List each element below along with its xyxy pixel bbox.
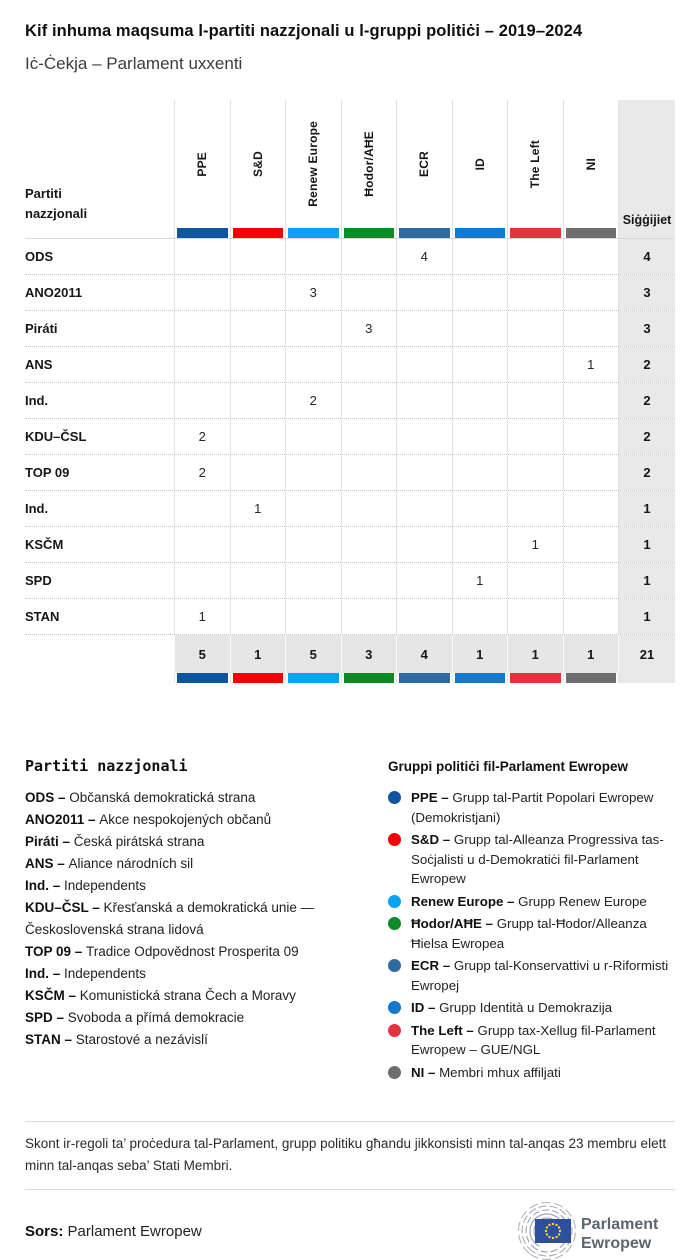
row-total-cell: 2 [618,455,675,490]
seat-cell [285,455,341,490]
group-name: Grupp Identità u Demokrazija [439,1000,613,1015]
group-total-cell: 5 [174,635,230,673]
group-legend-item [388,830,675,889]
bar-row-spacer [25,673,174,683]
party-legend-item [25,831,381,853]
group-name: Membri mhux affiljati [439,1064,561,1080]
party-legend-item [25,875,381,897]
color-bar-cell [396,228,452,238]
seat-cell [341,419,397,454]
seat-cell [285,347,341,382]
group-legend-item [388,914,675,953]
row-total-cell: 1 [618,599,675,634]
table-row [25,310,675,346]
party-name: Aliance národních sil [68,856,194,871]
table-row [25,239,675,274]
column-header-cell [230,100,286,228]
row-total-cell: 4 [618,239,675,274]
page-subtitle: Iċ-Ċekja – Parlament uxxenti [25,54,243,73]
seat-cell [563,491,619,526]
seat-cell [230,239,286,274]
seat-cell [563,311,619,346]
party-legend-item [25,787,381,809]
group-color-dot [388,1024,401,1037]
party-abbr: TOP 09 – [25,944,87,959]
seat-cell [341,527,397,562]
seat-cell [285,527,341,562]
row-header-label: Partiti nazzjonali [25,186,88,221]
footer [25,1190,675,1260]
group-color-bar [455,673,506,683]
color-bar-row [25,228,675,239]
column-header-cell [396,100,452,228]
table-row [25,346,675,382]
seat-cell [452,599,508,634]
column-header-cell [563,100,619,228]
party-abbr: Ind. – [25,878,65,893]
bar-row-spacer [25,228,174,238]
seat-cell [174,563,230,598]
legend-left-heading: Partiti nazzjonali [25,757,188,775]
color-bar-cell [563,228,619,238]
party-legend-item [25,985,381,1007]
party-label: ODS [25,249,54,264]
seat-cell [230,599,286,634]
party-name: Občanská demokratická strana [69,790,256,805]
group-abbr: ID – [411,1000,440,1015]
seat-cell [396,527,452,562]
group-color-bar [510,673,561,683]
party-label: KDU–ČSL [25,429,87,444]
group-legend-item [388,1063,675,1083]
source-line [25,1223,202,1240]
column-header-label: NI [583,157,598,171]
source-value: Parlament Ewropew [67,1222,202,1240]
seat-cell [230,527,286,562]
bar-row-seats-spacer [618,673,675,683]
seat-cell [341,347,397,382]
seat-cell: 1 [563,347,619,382]
seat-cell [507,311,563,346]
party-legend-item [25,897,381,941]
seat-cell [396,275,452,310]
row-total-cell: 2 [618,347,675,382]
seat-cell [396,491,452,526]
legend-section [25,757,675,1085]
group-legend-item [388,998,675,1018]
group-name: Grupp tal-Konservattivi u r-Riformisti Ewropej [411,958,669,993]
column-header-label: The Left [528,139,543,189]
table-header-row [25,100,675,228]
party-label: STAN [25,609,60,624]
seat-cell [174,311,230,346]
party-abbr: STAN – [25,1032,76,1047]
bar-row-seats-spacer [618,228,675,238]
source-label: Sors: [25,1222,64,1240]
party-abbr: ODS – [25,790,70,805]
party-abbr: Ind. – [25,966,65,981]
group-total-cell: 1 [563,635,619,673]
grand-total-cell: 21 [618,635,675,673]
seat-cell [452,491,508,526]
color-bar-cell [341,228,397,238]
color-bar-cell [174,228,230,238]
group-legend-text [411,830,675,889]
seat-cell: 2 [285,383,341,418]
seat-cell [507,275,563,310]
color-bar-row [25,673,675,683]
party-label: ANO2011 [25,285,83,300]
legend-political-groups [388,757,675,1085]
group-abbr: NI – [411,1064,440,1080]
seat-cell: 1 [507,527,563,562]
seat-cell: 1 [452,563,508,598]
seat-cell [230,311,286,346]
seat-cell [507,419,563,454]
group-total-cell: 4 [396,635,452,673]
column-header-label: S&D [250,151,265,177]
table-row [25,562,675,598]
party-name: Independents [64,878,146,893]
group-color-bar [344,673,395,683]
group-total-cell: 1 [452,635,508,673]
color-bar-cell [396,673,452,683]
group-name: Grupp tax-Xellug fil-Parlament Ewropew – GUE/NGL [411,1022,656,1057]
seat-cell [507,599,563,634]
table-row [25,526,675,562]
seat-cell [341,563,397,598]
table-row [25,274,675,310]
row-total-cell: 3 [618,311,675,346]
party-label: Ind. [25,393,49,408]
group-abbr: PPE – [411,790,453,805]
legend-left-list [25,787,381,1051]
group-legend-item [388,1021,675,1060]
seat-cell [174,275,230,310]
group-name: Grupp tal-Ħodor/Alleanza Ħielsa Ewropea [411,916,647,951]
group-color-bar [399,673,450,683]
logo-text-line1: Parlament [581,1216,659,1233]
color-bar-cell [285,673,341,683]
seat-cell [563,599,619,634]
seat-cell [230,347,286,382]
group-color-dot [388,1066,401,1079]
group-color-dot [388,959,401,972]
group-color-bar [288,673,339,683]
group-color-bar [177,228,228,238]
seat-cell [396,455,452,490]
seat-cell [452,347,508,382]
party-legend-item [25,1029,381,1051]
group-color-dot [388,833,401,846]
seat-cell: 4 [396,239,452,274]
seat-cell [174,527,230,562]
row-total-cell: 2 [618,419,675,454]
seat-cell [507,563,563,598]
group-total-cell: 3 [341,635,397,673]
column-header-label: ID [472,157,487,171]
party-label: Piráti [25,321,58,336]
color-bar-cell [341,673,397,683]
seat-cell: 3 [341,311,397,346]
seat-cell [563,527,619,562]
color-bar-cell [507,228,563,238]
seat-cell [341,239,397,274]
column-header-cell [285,100,341,228]
color-bar-cell [230,673,286,683]
seat-cell [174,383,230,418]
group-legend-item [388,956,675,995]
seat-cell [341,491,397,526]
ep-logo [497,1202,675,1260]
group-name: Grupp Renew Europe [518,893,647,909]
seat-cell: 2 [174,455,230,490]
group-legend-text [411,788,675,827]
row-total-cell: 1 [618,491,675,526]
seat-cell [507,491,563,526]
group-total-cell: 5 [285,635,341,673]
seat-cell [285,311,341,346]
row-total-cell: 3 [618,275,675,310]
group-total-cell: 1 [507,635,563,673]
seat-cell [507,383,563,418]
group-color-dot [388,917,401,930]
group-color-bar [455,228,506,238]
seat-cell [396,419,452,454]
row-header-cell [25,100,174,228]
seat-cell [396,347,452,382]
group-total-cell: 1 [230,635,286,673]
legend-right-heading: Gruppi politiċi fil-Parlament Ewropew [388,759,629,774]
group-color-bar [233,673,284,683]
column-header-label: Ħodor/AĦE [361,131,376,197]
party-name: Komunistická strana Čech a Moravy [79,988,296,1003]
group-legend-item [388,892,675,912]
color-bar-cell [507,673,563,683]
party-legend-item [25,963,381,985]
party-name: Akce nespokojených občanů [99,812,272,827]
seat-cell [563,419,619,454]
table-body [25,239,675,634]
group-abbr: The Left – [411,1022,478,1038]
group-legend-text [411,956,675,995]
party-name: Křesťanská a demokratická unie — Československá strana lidová [25,900,315,937]
column-header-cell [507,100,563,228]
party-legend-item [25,853,381,875]
seat-cell [452,383,508,418]
party-abbr: KSČM – [25,988,80,1003]
party-legend-item [25,941,381,963]
group-color-dot [388,791,401,804]
group-color-bar [177,673,228,683]
party-abbr: ANS – [25,856,69,871]
column-header-label: ECR [417,151,432,177]
group-abbr: ECR – [411,958,454,973]
group-color-dot [388,895,401,908]
color-bar-cell [174,673,230,683]
party-name: Tradice Odpovědnost Prosperita 09 [86,944,299,959]
party-name: Česká pirátská strana [73,834,205,849]
party-name: Independents [64,966,146,981]
seat-cell [396,311,452,346]
seat-cell [230,563,286,598]
table-row [25,598,675,634]
group-legend-text [411,892,647,912]
table-row [25,382,675,418]
party-name: Svoboda a přímá demokracie [67,1010,245,1025]
seat-cell [285,599,341,634]
seat-cell [230,275,286,310]
seats-table [25,100,675,683]
seat-cell: 3 [285,275,341,310]
group-color-bar [510,228,561,238]
party-label: SPD [25,573,52,588]
color-bar-cell [452,673,508,683]
party-label: ANS [25,357,53,372]
seat-cell: 1 [174,599,230,634]
party-abbr: KDU–ČSL – [25,900,104,915]
seat-cell [452,419,508,454]
seat-cell [174,239,230,274]
totals-row [25,634,675,673]
column-header-cell [452,100,508,228]
seat-cell [452,275,508,310]
table-row [25,490,675,526]
party-label: TOP 09 [25,465,70,480]
ep-logo-graphic [497,1202,675,1260]
column-header-label: Renew Europe [306,121,321,207]
column-header-cell [174,100,230,228]
seat-cell [341,455,397,490]
group-legend-text [411,1063,561,1083]
group-color-bar [566,673,617,683]
seat-cell [452,239,508,274]
page-title: Kif inhuma maqsuma l-partiti nazzjonali u l-gruppi politiċi – 2019–2024 [25,22,583,40]
table-row [25,418,675,454]
color-bar-cell [452,228,508,238]
seat-cell [563,275,619,310]
seat-cell [563,239,619,274]
seat-cell [230,419,286,454]
seat-cell [396,563,452,598]
group-abbr: Renew Europe – [411,893,519,909]
seat-cell: 1 [230,491,286,526]
seat-cell [563,563,619,598]
seat-cell [285,491,341,526]
group-legend-text [411,914,675,953]
seat-cell [230,383,286,418]
seat-cell [341,275,397,310]
group-abbr: S&D – [411,832,454,847]
group-name: Grupp tal-Partit Popolari Ewropew (Demokristjani) [411,790,654,825]
seat-cell [174,347,230,382]
seat-cell [507,239,563,274]
group-color-bar [399,228,450,238]
column-header-cell [341,100,397,228]
group-color-bar [566,228,617,238]
logo-text-line2: Ewropew [581,1235,652,1252]
totals-spacer [25,635,174,673]
seat-cell [563,383,619,418]
legend-national-parties [25,757,381,1085]
footnote: Skont ir-regoli ta’ proċedura tal-Parlament, grupp politiku għandu jikkonsisti minn tal-anqas 23 membru elett minn tal-anqas seba’ Stati Membri. [25,1136,667,1173]
group-color-bar [233,228,284,238]
seat-cell [230,455,286,490]
seat-cell [563,455,619,490]
color-bar-cell [285,228,341,238]
seat-cell [341,383,397,418]
group-color-bar [288,228,339,238]
party-label: Ind. [25,501,49,516]
party-abbr: ANO2011 – [25,812,100,827]
seat-cell [285,239,341,274]
party-legend-item [25,1007,381,1029]
seat-cell [396,599,452,634]
party-label: KSČM [25,537,64,552]
seat-cell [452,527,508,562]
party-legend-item [25,809,381,831]
group-color-dot [388,1001,401,1014]
column-header-label: PPE [195,151,210,177]
seat-cell [396,383,452,418]
seat-cell: 2 [174,419,230,454]
color-bar-cell [230,228,286,238]
seat-cell [452,455,508,490]
group-color-bar [344,228,395,238]
seat-cell [341,599,397,634]
seats-header-cell: Siġġijiet [618,100,675,228]
group-abbr: Ħodor/AĦE – [411,916,497,931]
row-total-cell: 1 [618,527,675,562]
group-legend-text [411,1021,675,1060]
row-total-cell: 2 [618,383,675,418]
table-row [25,454,675,490]
seat-cell [507,455,563,490]
party-abbr: Piráti – [25,834,74,849]
row-total-cell: 1 [618,563,675,598]
seat-cell [285,419,341,454]
eu-flag [535,1219,571,1243]
seat-cell [285,563,341,598]
party-name: Starostové a nezávislí [75,1032,208,1047]
group-name: Grupp tal-Alleanza Progressiva tas-Soċjalisti u d-Demokratiċi fil-Parlament Ewropew [411,832,664,886]
seat-cell [452,311,508,346]
party-abbr: SPD – [25,1010,68,1025]
group-legend-item [388,788,675,827]
seat-cell [174,491,230,526]
legend-right-list [388,788,675,1082]
color-bar-cell [563,673,619,683]
group-legend-text [411,998,612,1018]
seat-cell [507,347,563,382]
